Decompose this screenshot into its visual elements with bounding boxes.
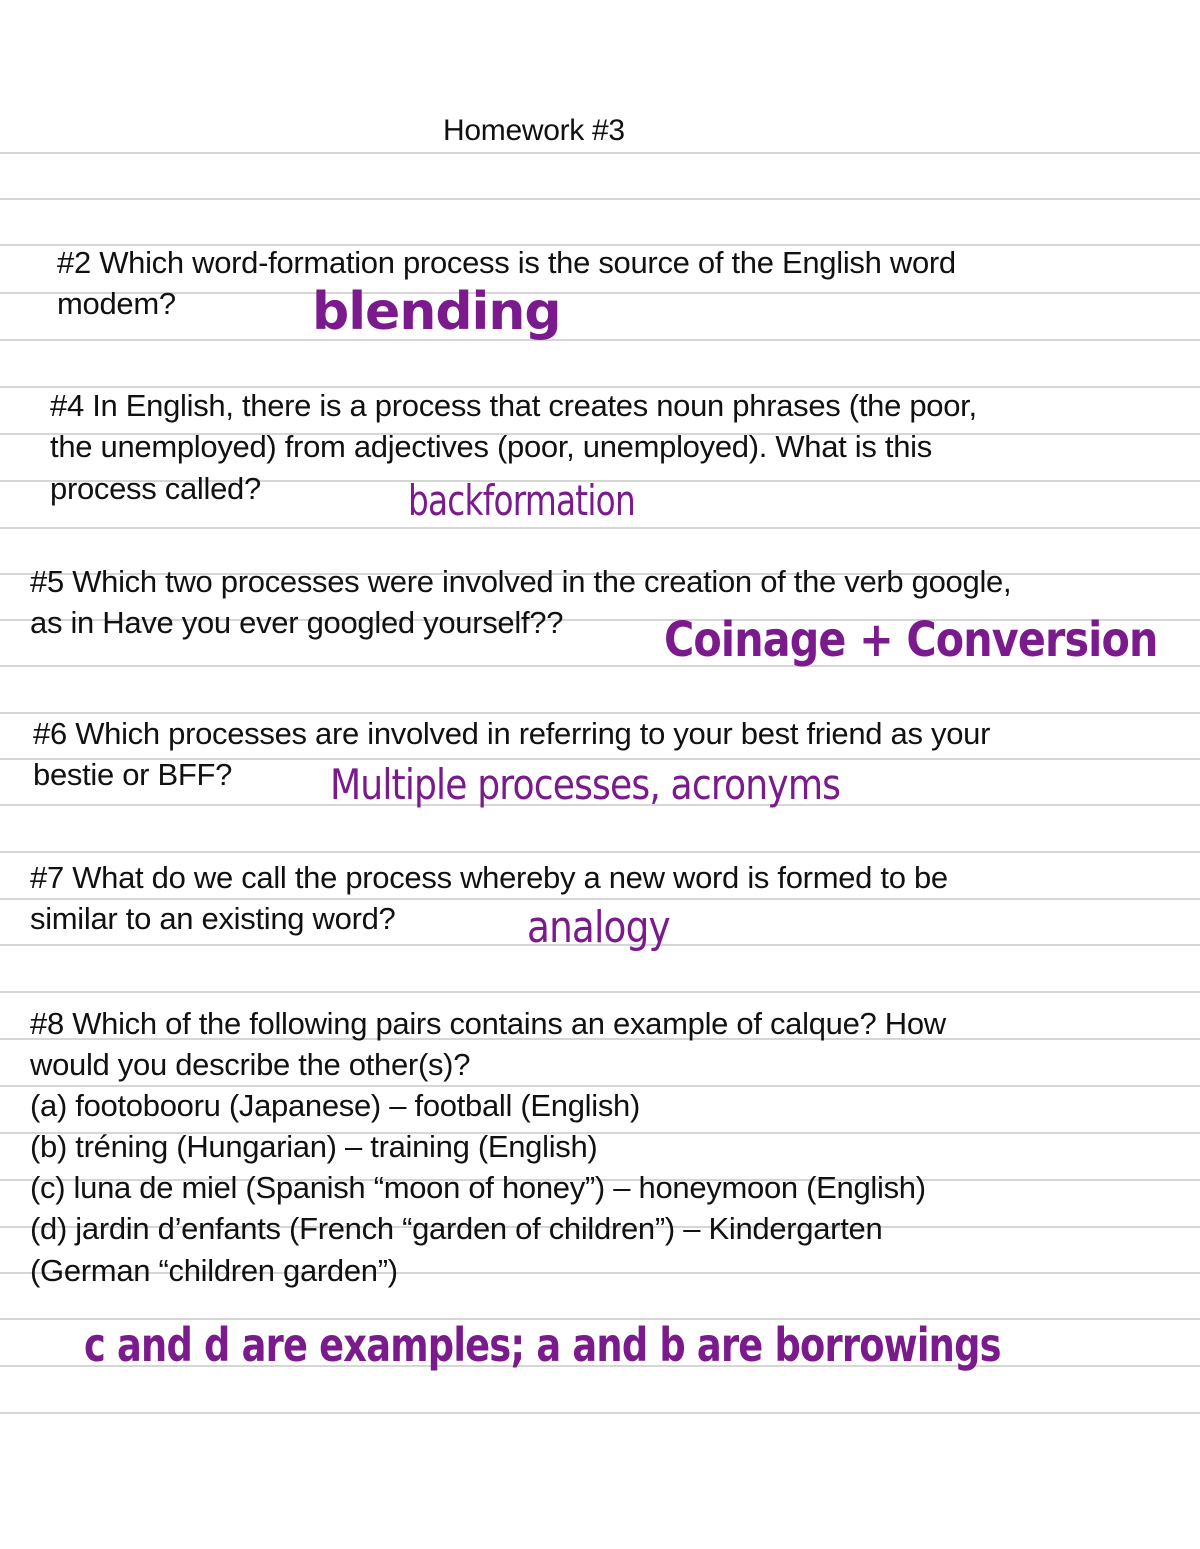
rule-line xyxy=(0,339,1200,341)
rule-line xyxy=(0,152,1200,154)
rule-line xyxy=(0,527,1200,529)
page-title: Homework #3 xyxy=(443,114,625,147)
handwritten-answer: analogy xyxy=(527,902,670,953)
rule-line xyxy=(0,991,1200,993)
question-text-line: process called? xyxy=(50,471,261,506)
question-text-line: would you describe the other(s)? xyxy=(30,1047,471,1082)
rule-line xyxy=(0,1412,1200,1414)
question-text-line: #7 What do we call the process whereby a new word is formed to be xyxy=(30,860,948,895)
rule-line xyxy=(0,851,1200,853)
question-text-line: modem? xyxy=(57,286,176,321)
answer-option-a: (a) footobooru (Japanese) – football (English) xyxy=(30,1088,640,1123)
handwritten-answer: blending xyxy=(312,282,561,342)
question-text-line: #5 Which two processes were involved in the creation of the verb google, xyxy=(30,564,1012,599)
handwritten-answer: backformation xyxy=(408,476,635,525)
question-text-line: #8 Which of the following pairs contains an example of calque? How xyxy=(30,1006,946,1041)
question-text-line: similar to an existing word? xyxy=(30,901,396,936)
handwritten-answer: Coinage + Conversion xyxy=(664,612,1158,668)
question-text-line: bestie or BFF? xyxy=(33,757,233,792)
answer-option-d: (d) jardin d’enfants (French “garden of children”) – Kindergarten xyxy=(30,1211,883,1246)
question-text-line: the unemployed) from adjectives (poor, unemployed). What is this xyxy=(50,429,932,464)
question-text-line: as in Have you ever googled yourself?? xyxy=(30,605,564,640)
answer-option-c: (c) luna de miel (Spanish “moon of honey”) – honeymoon (English) xyxy=(30,1170,926,1205)
handwritten-answer: c and d are examples; a and b are borrowings xyxy=(84,1318,1001,1372)
rule-line xyxy=(0,292,1200,294)
question-text-line: #2 Which word-formation process is the source of the English word xyxy=(57,245,956,280)
rule-line xyxy=(0,198,1200,200)
answer-option-b: (b) tréning (Hungarian) – training (English) xyxy=(30,1129,598,1164)
question-text-line: #6 Which processes are involved in referring to your best friend as your xyxy=(33,716,991,751)
handwritten-answer: Multiple processes, acronyms xyxy=(330,760,841,809)
question-text-line: #4 In English, there is a process that creates noun phrases (the poor, xyxy=(50,388,977,423)
answer-option-d-continued: (German “children garden”) xyxy=(30,1253,398,1288)
